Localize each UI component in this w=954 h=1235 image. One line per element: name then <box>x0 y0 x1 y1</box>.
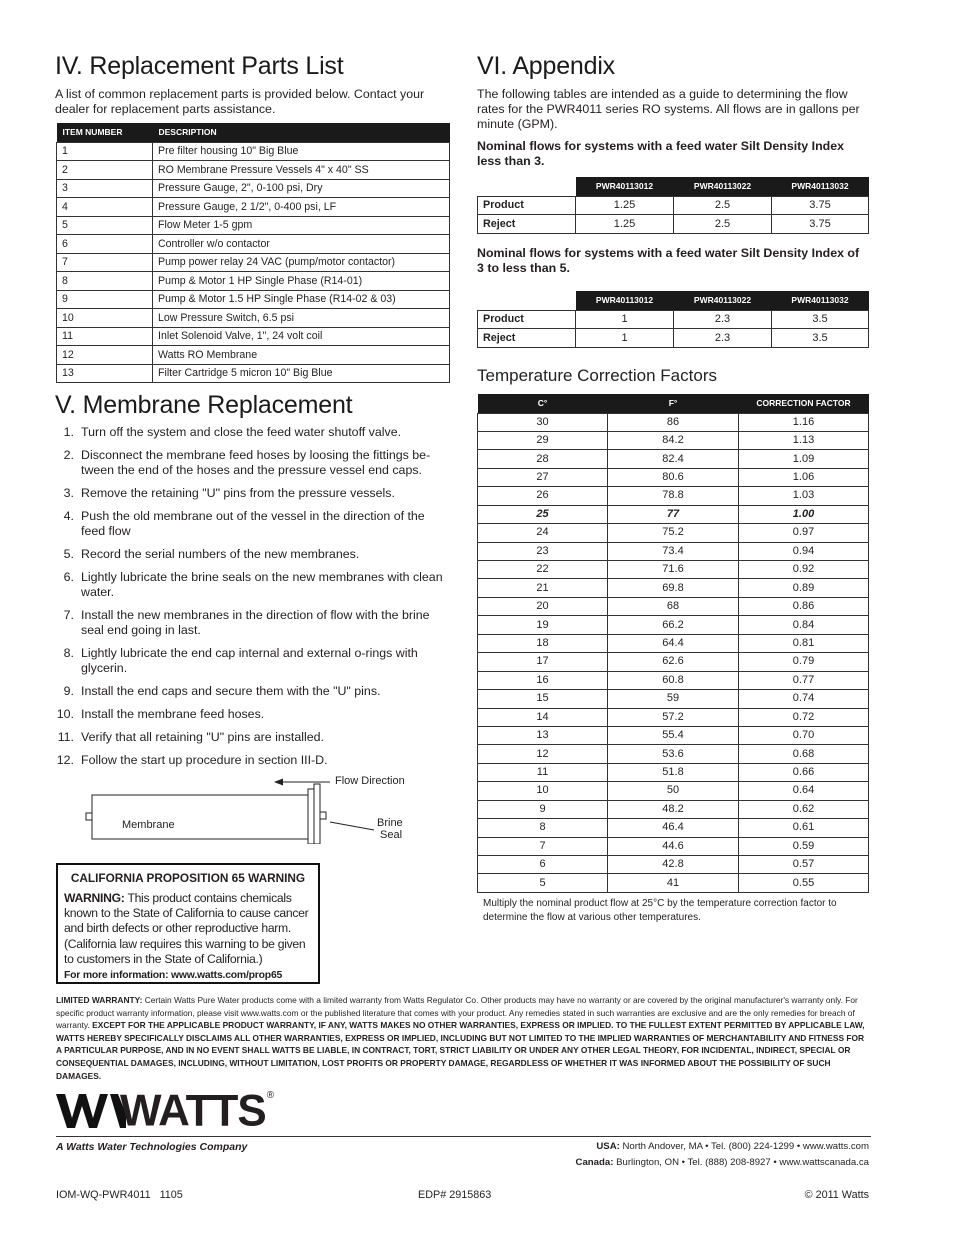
canada-label: Canada: <box>575 1157 614 1168</box>
parts-item-number: 7 <box>57 253 153 272</box>
temp-fahrenheit: 64.4 <box>608 634 739 652</box>
canada-text: Burlington, ON • Tel. (888) 208-8927 • www.wattscanada.ca <box>616 1157 869 1168</box>
flow-row-label: Reject <box>478 329 576 348</box>
temp-celsius: 27 <box>478 468 608 486</box>
flow-table-2-header: PWR40113032 <box>772 291 869 310</box>
temp-factor: 0.61 <box>739 819 869 837</box>
parts-item-number: 12 <box>57 346 153 365</box>
flow-value: 2.5 <box>674 196 772 215</box>
temp-row <box>478 450 869 468</box>
flow-value: 3.75 <box>772 215 869 234</box>
parts-item-number: 6 <box>57 235 153 254</box>
temp-factor: 0.72 <box>739 708 869 726</box>
parts-description: Flow Meter 1-5 gpm <box>153 216 450 235</box>
brine-label: Brine <box>377 817 403 829</box>
membrane-step <box>56 425 450 440</box>
temp-factor: 0.86 <box>739 597 869 615</box>
temp-factor: 0.70 <box>739 726 869 744</box>
membrane-step <box>56 608 450 638</box>
step-number: 1. <box>63 425 74 439</box>
temp-row <box>478 487 869 505</box>
flow-table-1-header: PWR40113022 <box>674 177 772 196</box>
step-number: 7. <box>63 608 74 622</box>
temp-fahrenheit: 62.6 <box>608 653 739 671</box>
temp-row <box>478 524 869 542</box>
temp-fahrenheit: 75.2 <box>608 524 739 542</box>
temp-factor: 1.16 <box>739 413 869 431</box>
step-text: Lightly lubricate the end cap internal and external o-rings with glycerin. <box>81 646 418 675</box>
temp-celsius: 24 <box>478 524 608 542</box>
temp-table <box>477 394 869 893</box>
temp-factor: 1.09 <box>739 450 869 468</box>
parts-table <box>56 123 450 383</box>
temp-fahrenheit: 55.4 <box>608 726 739 744</box>
temp-factor: 0.77 <box>739 671 869 689</box>
step-text: Install the new membranes in the direction of flow with the brine seal end going in last. <box>81 608 430 637</box>
temp-header-f: F° <box>608 394 739 413</box>
membrane-step <box>56 448 450 478</box>
step-number: 8. <box>63 646 74 660</box>
temp-note: Multiply the nominal product flow at 25°C by the temperature correction factor to determine the flow at various other temperatures. <box>483 898 837 923</box>
temp-fahrenheit: 86 <box>608 413 739 431</box>
temp-fahrenheit: 57.2 <box>608 708 739 726</box>
step-text: Turn off the system and close the feed water shutoff valve. <box>81 425 402 439</box>
edp-number: EDP# 2915863 <box>418 1189 492 1201</box>
flow-table-2 <box>477 291 869 348</box>
usa-label: USA: <box>596 1141 620 1152</box>
temp-row <box>478 579 869 597</box>
temp-fahrenheit: 71.6 <box>608 561 739 579</box>
temp-factor: 0.97 <box>739 524 869 542</box>
membrane-step <box>56 684 450 699</box>
step-text: Lightly lubricate the brine seals on the new membranes with clean water. <box>81 570 443 599</box>
flow-direction-label: Flow Direction <box>335 775 405 787</box>
prop65-box <box>56 863 320 984</box>
membrane-step <box>56 707 450 722</box>
flow-table-1-corner <box>478 177 576 196</box>
temp-factor: 0.62 <box>739 800 869 818</box>
flow-value: 1 <box>576 329 674 348</box>
parts-row <box>57 198 450 217</box>
parts-description: Low Pressure Switch, 6.5 psi <box>153 309 450 328</box>
membrane-steps <box>56 425 450 776</box>
membrane-body <box>92 795 312 839</box>
temp-fahrenheit: 53.6 <box>608 745 739 763</box>
temp-row <box>478 819 869 837</box>
temp-factor: 0.94 <box>739 542 869 560</box>
temp-fahrenheit: 73.4 <box>608 542 739 560</box>
temp-row <box>478 708 869 726</box>
prop65-more-info: For more information: www.watts.com/prop65 <box>64 969 283 981</box>
temp-row <box>478 726 869 744</box>
temp-factor: 1.06 <box>739 468 869 486</box>
temp-row <box>478 561 869 579</box>
parts-item-number: 8 <box>57 272 153 291</box>
flow-table-2-header: PWR40113012 <box>576 291 674 310</box>
membrane-label: Membrane <box>122 819 175 831</box>
temp-row <box>478 542 869 560</box>
brine-pointer-line <box>330 822 374 830</box>
parts-description: Pressure Gauge, 2", 0-100 psi, Dry <box>153 179 450 198</box>
temp-celsius: 5 <box>478 874 608 892</box>
parts-item-number: 5 <box>57 216 153 235</box>
parts-description: Pre filter housing 10" Big Blue <box>153 142 450 161</box>
temp-factor: 1.13 <box>739 431 869 449</box>
watts-logo <box>56 1085 275 1136</box>
flow-row-label: Reject <box>478 215 576 234</box>
temp-title: Temperature Correction Factors <box>477 366 717 385</box>
temp-factor: 0.57 <box>739 856 869 874</box>
step-text: Verify that all retaining "U" pins are installed. <box>81 730 324 744</box>
temp-row <box>478 837 869 855</box>
flow-value: 3.75 <box>772 196 869 215</box>
step-number: 12. <box>56 753 74 767</box>
parts-item-number: 1 <box>57 142 153 161</box>
temp-fahrenheit: 42.8 <box>608 856 739 874</box>
parts-row <box>57 346 450 365</box>
temp-factor: 0.89 <box>739 579 869 597</box>
parts-row <box>57 235 450 254</box>
step-text: Push the old membrane out of the vessel in the direction of the feed flow <box>81 509 425 538</box>
temp-celsius: 12 <box>478 745 608 763</box>
temp-factor: 1.00 <box>739 505 869 523</box>
step-number: 10. <box>56 707 74 721</box>
temp-row <box>478 634 869 652</box>
parts-row <box>57 290 450 309</box>
temp-row <box>478 653 869 671</box>
temp-celsius: 13 <box>478 726 608 744</box>
temp-fahrenheit: 46.4 <box>608 819 739 837</box>
membrane-step <box>56 509 450 539</box>
membrane-inlet <box>86 813 92 820</box>
registered-mark: ® <box>266 1090 275 1101</box>
prop65-warning-text: This product contains chemicals known to the State of California to cause cancer and birth defects or other reproductive harm. <box>64 891 309 935</box>
temp-celsius: 7 <box>478 837 608 855</box>
temp-row <box>478 413 869 431</box>
footer-rule <box>56 1136 871 1137</box>
parts-title: IV. Replacement Parts List <box>55 52 344 80</box>
temp-fahrenheit: 41 <box>608 874 739 892</box>
temp-row <box>478 671 869 689</box>
flow-table-2-caption: Nominal flows for systems with a feed water Silt Density Index of 3 to less than 5. <box>477 246 860 275</box>
temp-row <box>478 505 869 523</box>
temp-celsius: 21 <box>478 579 608 597</box>
temp-fahrenheit: 69.8 <box>608 579 739 597</box>
appendix-title: VI. Appendix <box>477 52 615 80</box>
parts-header-desc: DESCRIPTION <box>153 123 450 142</box>
parts-intro: A list of common replacement parts is provided below. Contact your dealer for replacement parts assistance. <box>55 87 425 116</box>
watts-logo-mark-icon <box>56 1092 126 1130</box>
flow-value: 3.5 <box>772 310 869 329</box>
temp-row <box>478 690 869 708</box>
temp-factor: 0.55 <box>739 874 869 892</box>
flow-table-2-corner <box>478 291 576 310</box>
membrane-title: V. Membrane Replacement <box>55 391 353 419</box>
temp-factor: 0.66 <box>739 763 869 781</box>
flow-value: 1.25 <box>576 196 674 215</box>
temp-fahrenheit: 66.2 <box>608 616 739 634</box>
parts-item-number: 11 <box>57 327 153 346</box>
flow-value: 3.5 <box>772 329 869 348</box>
warranty-caps: EXCEPT FOR THE APPLICABLE PRODUCT WARRANTY, IF ANY, WATTS MAKES NO OTHER WARRANTIES, EXPRESS OR IMPLIED. TO THE FULLEST EXTENT PERMITTED BY APPLICABLE LAW, WATTS HEREBY SPECIFICALLY DISCLAIMS ALL OTHER WARRANTIES, EXPRESS OR IMPLIED, INCLUDING BUT NOT LIMITED TO THE IMPLIED WARRANTIES OF MERCHANTABILITY AND FITNESS FOR A PARTICULAR PURPOSE, AND IN NO EVENT SHALL WATTS BE LIABLE, IN CONTRACT, TORT, STRICT LIABILITY OR UNDER ANY OTHER LEGAL THEORY, FOR INCIDENTAL, INDIRECT, SPECIAL OR CONSEQUENTIAL DAMAGES, INCLUDING, WITHOUT LIMITATION, LOST PROFITS OR PROPERTY DAMAGE, REGARDLESS OF WHETHER IT WAS INFORMED ABOUT THE POSSIBILITY OF SUCH DAMAGES. <box>56 1020 865 1081</box>
parts-item-number: 3 <box>57 179 153 198</box>
warranty-label: LIMITED WARRANTY: <box>56 995 143 1005</box>
temp-fahrenheit: 50 <box>608 782 739 800</box>
warranty-body: Certain Watts Pure Water products come with a limited warranty from Watts Regulator Co. Other products may have no warranty or are covered by the original manufacturer's warranty only. For specific product warranty information, please visit www.watts.com or the published literature that comes with your product. Any remedies stated in such warranties are exclusive and are the only remedies for breach of warranty. <box>56 995 858 1031</box>
appendix-intro: The following tables are intended as a guide to determining the flow rates for the PWR4011 series RO systems. All flows are in gallons per minute (GPM). <box>477 87 860 131</box>
flow-table-2-header: PWR40113022 <box>674 291 772 310</box>
temp-header-factor: CORRECTION FACTOR <box>739 394 869 413</box>
temp-celsius: 8 <box>478 819 608 837</box>
parts-row <box>57 309 450 328</box>
temp-celsius: 22 <box>478 561 608 579</box>
temp-factor: 0.68 <box>739 745 869 763</box>
temp-celsius: 23 <box>478 542 608 560</box>
parts-item-number: 4 <box>57 198 153 217</box>
parts-item-number: 9 <box>57 290 153 309</box>
prop65-warning-label: WARNING: <box>64 891 125 905</box>
temp-celsius: 29 <box>478 431 608 449</box>
flow-value: 2.3 <box>674 310 772 329</box>
temp-fahrenheit: 51.8 <box>608 763 739 781</box>
step-text: Install the end caps and secure them with the "U" pins. <box>81 684 381 698</box>
temp-celsius: 25 <box>478 505 608 523</box>
temp-fahrenheit: 59 <box>608 690 739 708</box>
footer-tagline: A Watts Water Technologies Company <box>56 1141 248 1153</box>
temp-fahrenheit: 68 <box>608 597 739 615</box>
parts-item-number: 10 <box>57 309 153 328</box>
parts-description: Watts RO Membrane <box>153 346 450 365</box>
temp-celsius: 28 <box>478 450 608 468</box>
warranty-text <box>56 994 871 1082</box>
temp-fahrenheit: 82.4 <box>608 450 739 468</box>
temp-celsius: 26 <box>478 487 608 505</box>
temp-fahrenheit: 84.2 <box>608 431 739 449</box>
parts-row <box>57 216 450 235</box>
membrane-step <box>56 570 450 600</box>
step-number: 2. <box>63 448 74 462</box>
flow-value: 1 <box>576 310 674 329</box>
prop65-title: CALIFORNIA PROPOSITION 65 WARNING <box>70 871 306 885</box>
temp-row <box>478 745 869 763</box>
flow-row-label: Product <box>478 196 576 215</box>
parts-row <box>57 327 450 346</box>
temp-factor: 0.59 <box>739 837 869 855</box>
parts-description: Pump power relay 24 VAC (pump/motor contactor) <box>153 253 450 272</box>
temp-factor: 0.74 <box>739 690 869 708</box>
temp-celsius: 14 <box>478 708 608 726</box>
step-text: Follow the start up procedure in section III-D. <box>81 753 328 767</box>
temp-fahrenheit: 48.2 <box>608 800 739 818</box>
temp-celsius: 20 <box>478 597 608 615</box>
prop65-law-text: (California law requires this warning to be given to customers in the State of California.) <box>64 937 306 967</box>
flow-value: 1.25 <box>576 215 674 234</box>
temp-row <box>478 431 869 449</box>
flow-table-1 <box>477 177 869 234</box>
temp-celsius: 19 <box>478 616 608 634</box>
flow-row <box>478 310 869 329</box>
temp-row <box>478 874 869 892</box>
step-number: 6. <box>63 570 74 584</box>
temp-row <box>478 468 869 486</box>
flow-table-1-caption: Nominal flows for systems with a feed water Silt Density Index less than 3. <box>477 139 844 168</box>
temp-header-c: C° <box>478 394 608 413</box>
flow-row <box>478 196 869 215</box>
parts-item-number: 2 <box>57 161 153 180</box>
step-number: 5. <box>63 547 74 561</box>
temp-factor: 1.03 <box>739 487 869 505</box>
membrane-step <box>56 547 450 562</box>
flow-row-label: Product <box>478 310 576 329</box>
temp-celsius: 6 <box>478 856 608 874</box>
flow-table-1-header: PWR40113032 <box>772 177 869 196</box>
parts-description: Filter Cartridge 5 micron 10" Big Blue <box>153 364 450 383</box>
membrane-step <box>56 486 450 501</box>
temp-factor: 0.79 <box>739 653 869 671</box>
temp-factor: 0.81 <box>739 634 869 652</box>
temp-celsius: 18 <box>478 634 608 652</box>
step-number: 9. <box>63 684 74 698</box>
temp-row <box>478 597 869 615</box>
step-text: Record the serial numbers of the new membranes. <box>81 547 360 561</box>
parts-row <box>57 142 450 161</box>
temp-row <box>478 616 869 634</box>
temp-row <box>478 856 869 874</box>
temp-row <box>478 800 869 818</box>
temp-factor: 0.64 <box>739 782 869 800</box>
membrane-step <box>56 753 450 768</box>
temp-fahrenheit: 60.8 <box>608 671 739 689</box>
temp-celsius: 10 <box>478 782 608 800</box>
parts-item-number: 13 <box>57 364 153 383</box>
temp-celsius: 30 <box>478 413 608 431</box>
membrane-step <box>56 730 450 745</box>
flow-value: 2.5 <box>674 215 772 234</box>
step-number: 4. <box>63 509 74 523</box>
step-number: 11. <box>57 730 74 744</box>
temp-fahrenheit: 80.6 <box>608 468 739 486</box>
doc-id: IOM-WQ-PWR4011 1105 <box>56 1189 183 1201</box>
temp-celsius: 9 <box>478 800 608 818</box>
temp-fahrenheit: 78.8 <box>608 487 739 505</box>
parts-row <box>57 253 450 272</box>
temp-row <box>478 782 869 800</box>
flow-value: 2.3 <box>674 329 772 348</box>
membrane-step <box>56 646 450 676</box>
parts-description: Pressure Gauge, 2 1/2", 0-400 psi, LF <box>153 198 450 217</box>
temp-factor: 0.84 <box>739 616 869 634</box>
temp-celsius: 17 <box>478 653 608 671</box>
flow-table-1-header: PWR40113012 <box>576 177 674 196</box>
temp-fahrenheit: 44.6 <box>608 837 739 855</box>
parts-row <box>57 161 450 180</box>
temp-celsius: 15 <box>478 690 608 708</box>
usa-text: North Andover, MA • Tel. (800) 224-1299 • www.watts.com <box>622 1141 869 1152</box>
step-text: Install the membrane feed hoses. <box>81 707 265 721</box>
temp-celsius: 16 <box>478 671 608 689</box>
footer-usa <box>596 1141 869 1152</box>
watts-logo-text: WATTS <box>120 1085 266 1136</box>
brine-seal-right <box>314 784 320 844</box>
step-text: Remove the retaining "U" pins from the pressure vessels. <box>81 486 395 500</box>
parts-description: Pump & Motor 1.5 HP Single Phase (R14-02 & 03) <box>153 290 450 309</box>
parts-row <box>57 179 450 198</box>
parts-description: Pump & Motor 1 HP Single Phase (R14-01) <box>153 272 450 291</box>
parts-description: Controller w/o contactor <box>153 235 450 254</box>
footer-canada <box>576 1157 869 1168</box>
temp-row <box>478 763 869 781</box>
seal-label: Seal <box>380 829 403 841</box>
parts-description: Inlet Solenoid Valve, 1", 24 volt coil <box>153 327 450 346</box>
temp-factor: 0.92 <box>739 561 869 579</box>
flow-row <box>478 215 869 234</box>
flow-arrow-head <box>274 779 283 786</box>
parts-row <box>57 364 450 383</box>
parts-description: RO Membrane Pressure Vessels 4" x 40" SS <box>153 161 450 180</box>
flow-row <box>478 329 869 348</box>
step-text: Disconnect the membrane feed hoses by loosing the fittings be-tween the end of the hoses and the pressure vessel end caps. <box>81 448 431 477</box>
step-number: 3. <box>63 486 74 500</box>
temp-celsius: 11 <box>478 763 608 781</box>
copyright: © 2011 Watts <box>804 1189 869 1201</box>
parts-row <box>57 272 450 291</box>
parts-header-item: ITEM NUMBER <box>57 123 153 142</box>
temp-fahrenheit: 77 <box>608 505 739 523</box>
membrane-outlet <box>320 812 326 819</box>
